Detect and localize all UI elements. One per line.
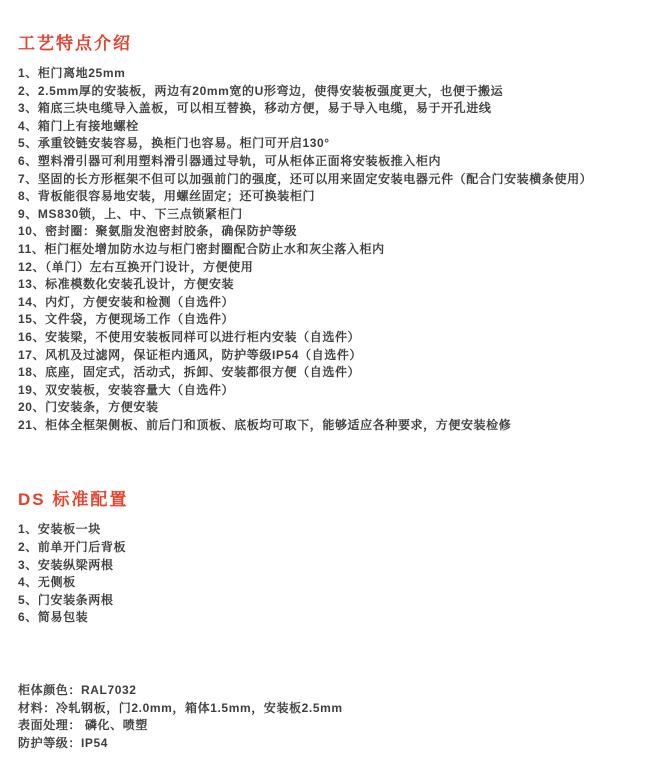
spec-line: 防护等级：IP54	[18, 736, 109, 751]
list-item: 7、坚固的长方形框架不但可以加强前门的强度，还可以用来固定安装电器元件（配合门安装横条使用）	[18, 171, 593, 186]
list-item: 19、双安装板，安装容量大（自选件）	[18, 382, 235, 397]
list-item: 17、风机及过滤网，保证柜内通风，防护等级IP54（自选件）	[18, 347, 363, 362]
list-item: 14、内灯，方便安装和检测（自选件）	[18, 294, 235, 309]
list-item: 15、文件袋，方便现场工作（自选件）	[18, 312, 235, 327]
list-item: 21、柜体全框架侧板、前后门和顶板、底板均可取下，能够适应各种要求，方便安装检修	[18, 417, 512, 432]
list-item: 11、柜门框处增加防水边与柜门密封圈配合防止水和灰尘落入柜内	[18, 241, 385, 256]
process-features-title: 工艺特点介绍	[18, 34, 132, 53]
list-item: 2、2.5mm厚的安装板，两边有20mm宽的U形弯边，使得安装板强度更大，也便于搬运	[18, 83, 504, 98]
spec-block	[18, 682, 648, 753]
spec-line: 材料：冷轧钢板，门2.0mm，箱体1.5mm，安装板2.5mm	[18, 700, 343, 715]
list-item: 6、简易包装	[18, 610, 89, 625]
list-item: 6、塑料滑引器可利用塑料滑引器通过导轨，可从柜体正面将安装板推入柜内	[18, 153, 442, 168]
list-item: 5、承重铰链安装容易，换柜门也容易。柜门可开启130°	[18, 136, 330, 151]
section-ds-standard-config	[18, 490, 648, 627]
ds-standard-config-list	[18, 521, 648, 627]
process-features-list	[18, 65, 648, 434]
list-item: 20、门安装条，方便安装	[18, 400, 159, 415]
list-item: 8、背板能很容易地安装，用螺丝固定；还可换装柜门	[18, 189, 316, 204]
spec-line: 表面处理： 磷化、喷塑	[18, 718, 148, 733]
list-item: 4、无侧板	[18, 575, 76, 590]
list-item: 13、标准模数化安装孔设计，方便安装	[18, 277, 235, 292]
list-item: 5、门安装条两根	[18, 592, 114, 607]
ds-standard-config-title: DS 标准配置	[18, 490, 129, 510]
list-item: 18、底座，固定式，活动式，拆卸、安装都很方便（自选件）	[18, 365, 361, 380]
spec-line: 柜体颜色：RAL7032	[18, 683, 137, 698]
list-item: 1、安装板一块	[18, 522, 101, 537]
list-item: 1、柜门离地25mm	[18, 66, 126, 80]
list-item: 4、箱门上有接地螺栓	[18, 118, 139, 133]
list-item: 3、安装纵梁两根	[18, 557, 114, 572]
list-item: 16、安装梁，不使用安装板同样可以进行柜内安装（自选件）	[18, 329, 361, 344]
list-item: 2、前单开门后背板	[18, 540, 127, 555]
section-process-features	[18, 34, 648, 434]
list-item: 3、箱底三块电缆导入盖板，可以相互替换，移动方便，易于导入电缆，易于开孔进线	[18, 101, 492, 116]
list-item: 10、密封圈：聚氨脂发泡密封胶条，确保防护等级	[18, 224, 298, 239]
list-item: 9、MS830锁，上、中、下三点锁紧柜门	[18, 206, 243, 221]
list-item: 12、（单门）左右互换开门设计，方便使用	[18, 259, 254, 274]
